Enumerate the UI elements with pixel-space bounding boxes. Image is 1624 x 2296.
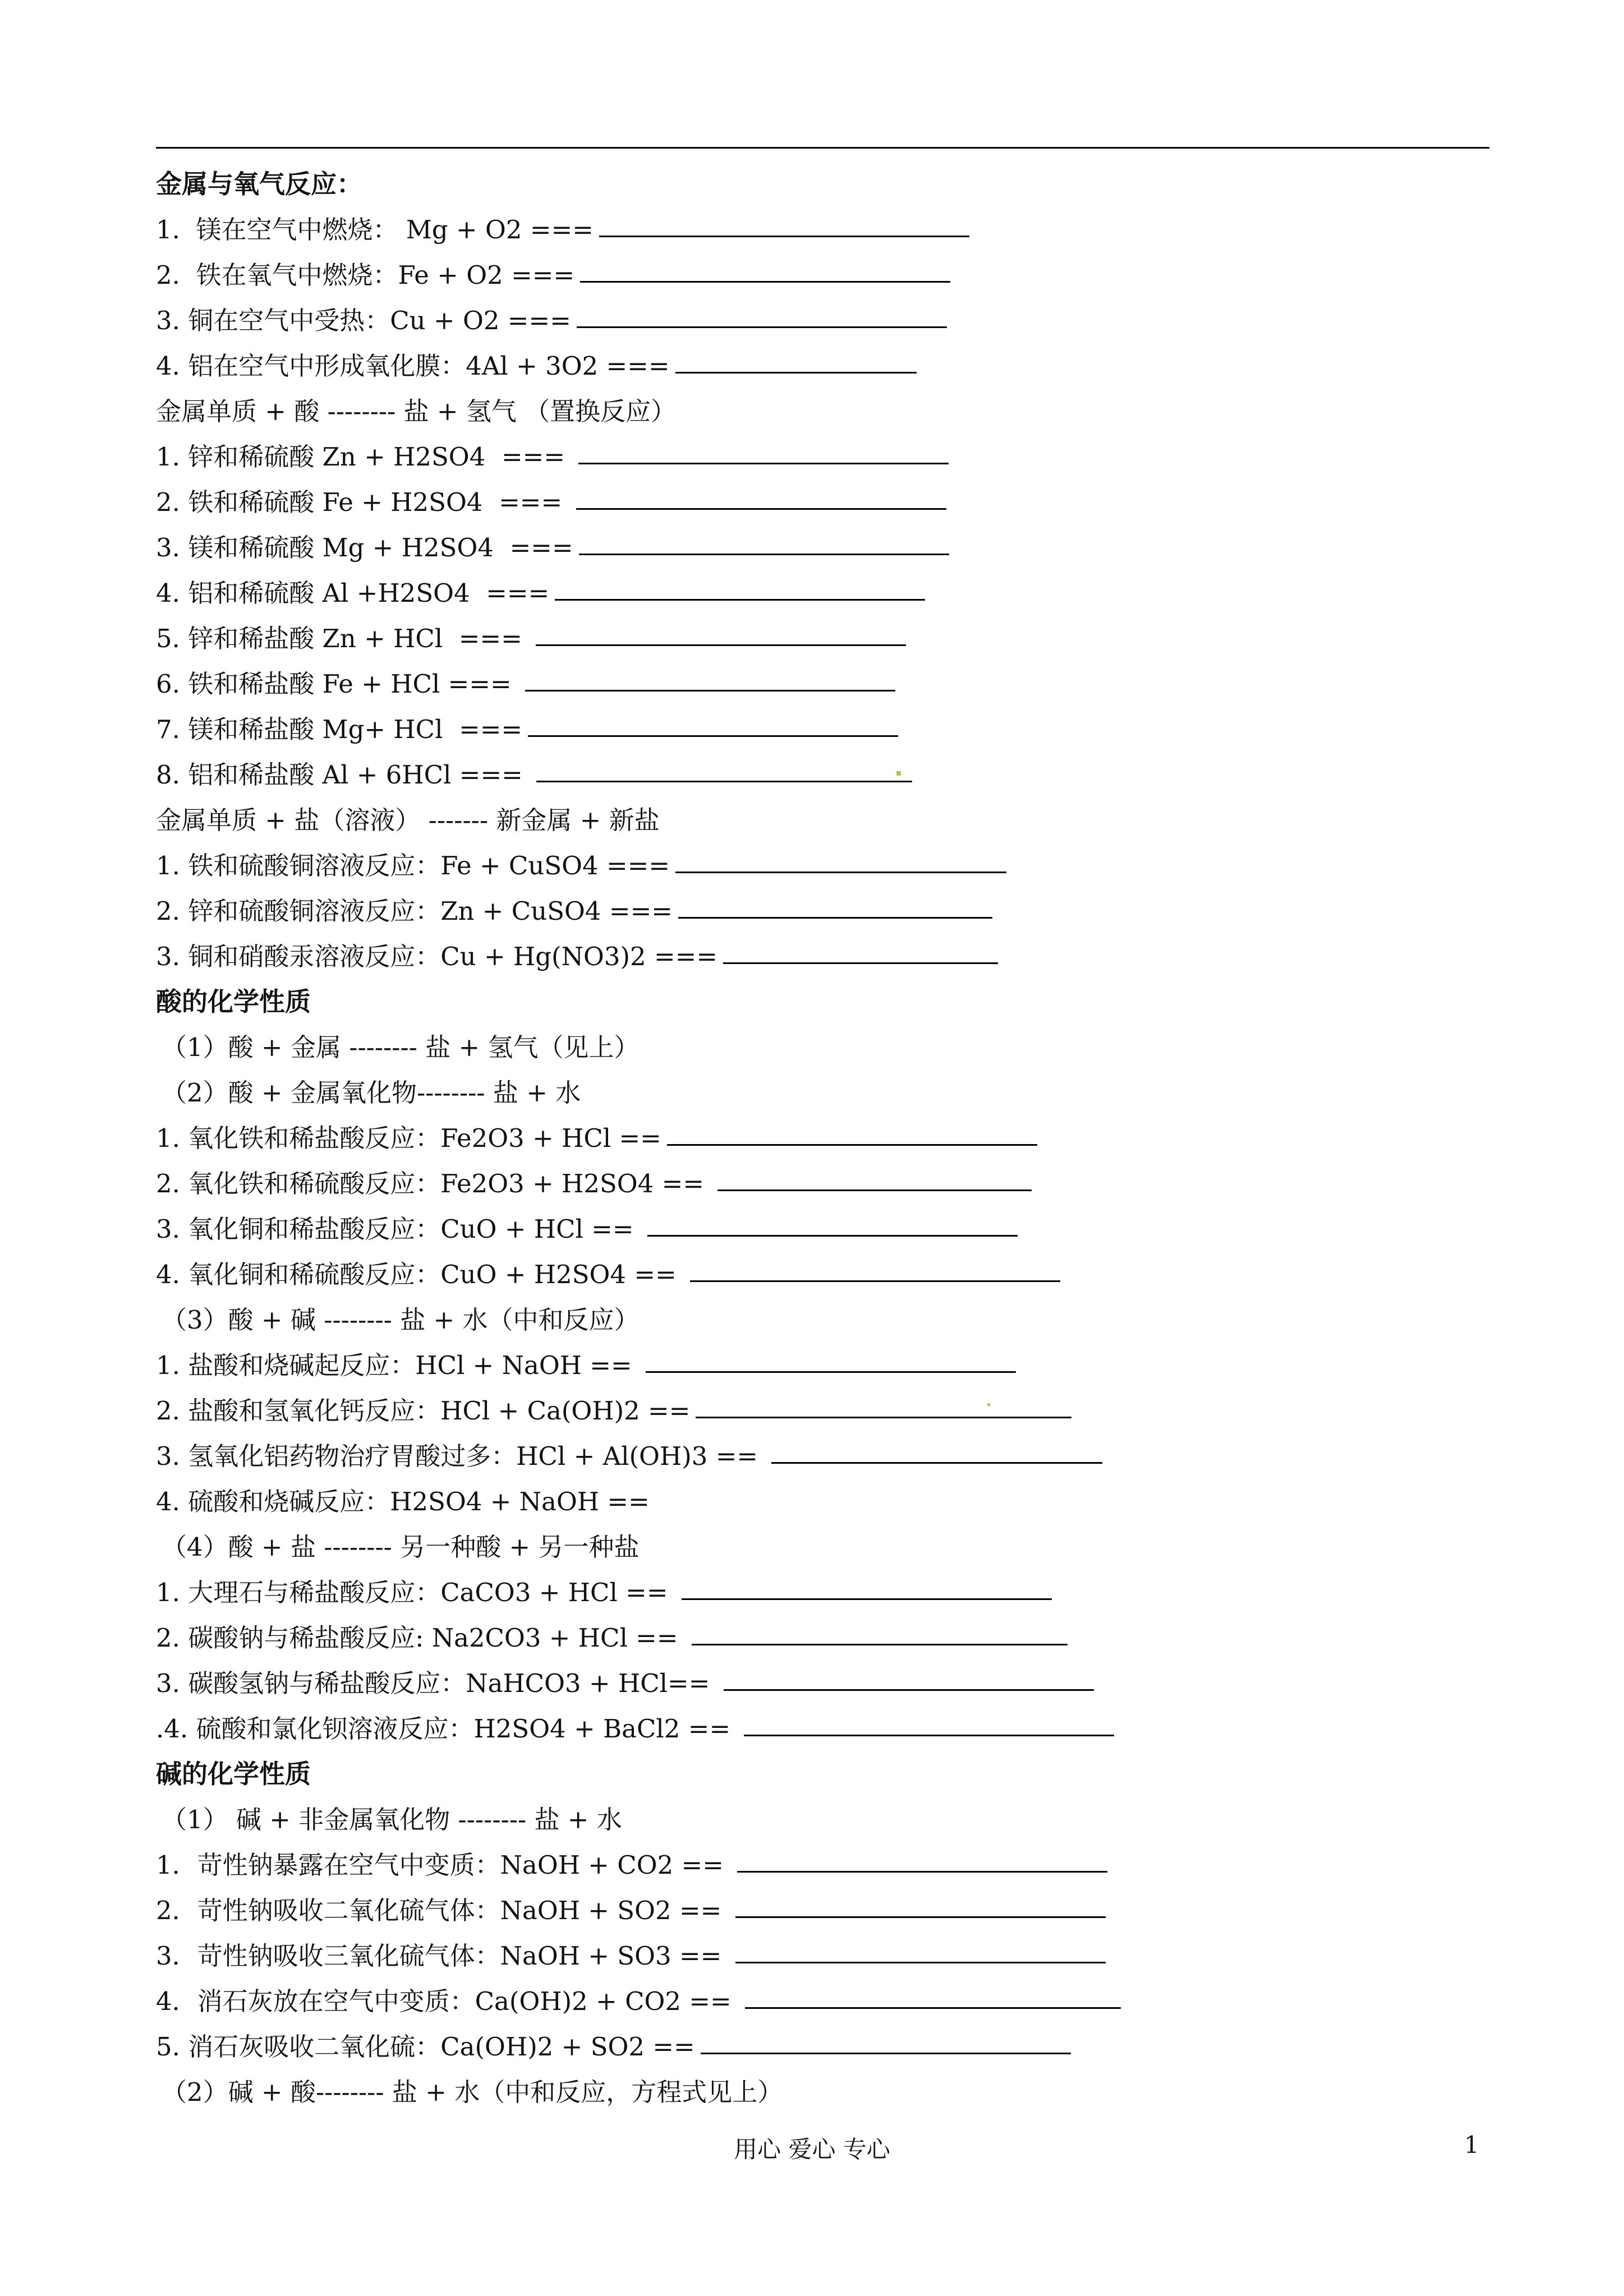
exercise-line	[156, 389, 1491, 434]
exercise-line	[156, 1252, 1491, 1297]
line-text: 1. 氧化铁和稀盐酸反应：Fe2O3 + HCl ==	[156, 1123, 661, 1153]
exercise-line	[156, 1615, 1491, 1661]
answer-blank[interactable]	[578, 463, 949, 464]
exercise-line	[156, 298, 1491, 343]
exercise-line	[156, 934, 1491, 979]
answer-blank[interactable]	[737, 1871, 1107, 1873]
subsection-line	[156, 1025, 1491, 1070]
line-text: 酸的化学性质	[156, 986, 311, 1017]
section-heading	[156, 1751, 1491, 1797]
answer-blank[interactable]	[701, 2053, 1071, 2054]
line-text: （1） 碱 + 非金属氧化物 -------- 盐 + 水	[162, 1805, 622, 1834]
line-text: 5. 消石灰吸收二氧化硫：Ca(OH)2 + SO2 ==	[156, 2032, 695, 2062]
answer-blank[interactable]	[744, 1735, 1114, 1736]
exercise-line	[156, 1479, 1491, 1524]
line-text: 2. 氧化铁和稀硫酸反应：Fe2O3 + H2SO4 ==	[156, 1169, 712, 1198]
answer-blank[interactable]	[579, 554, 949, 555]
line-text: 1. 镁在空气中燃烧： Mg + O2 ===	[156, 215, 594, 245]
answer-blank[interactable]	[690, 1280, 1060, 1282]
line-text: 金属与氧气反应：	[156, 169, 362, 199]
answer-blank[interactable]	[647, 1235, 1018, 1237]
exercise-line	[156, 1842, 1491, 1888]
line-text: 3. 氧化铜和稀盐酸反应：CuO + HCl ==	[156, 1214, 642, 1244]
line-text: .4. 硫酸和氯化钡溶液反应：H2SO4 + BaCl2 ==	[156, 1714, 739, 1744]
exercise-line	[156, 752, 1491, 797]
answer-blank[interactable]	[678, 917, 992, 919]
line-text: 8. 铝和稀盐酸 Al + 6HCl ===	[156, 760, 531, 790]
exercise-line	[156, 207, 1491, 252]
exercise-line	[156, 1161, 1491, 1206]
line-text: 6. 铁和稀盐酸 Fe + HCl ===	[156, 669, 520, 699]
exercise-line	[156, 616, 1491, 661]
answer-blank[interactable]	[555, 599, 925, 601]
exercise-line	[156, 252, 1491, 298]
answer-blank[interactable]	[580, 281, 950, 283]
exercise-line	[156, 1388, 1491, 1433]
line-text: 4. 氧化铜和稀硫酸反应：CuO + H2SO4 ==	[156, 1260, 685, 1289]
answer-blank[interactable]	[692, 1644, 1068, 1645]
answer-blank[interactable]	[771, 1462, 1102, 1464]
answer-blank[interactable]	[717, 1190, 1032, 1191]
answer-blank[interactable]	[525, 690, 895, 691]
answer-blank[interactable]	[577, 326, 947, 328]
exercise-line	[156, 1979, 1491, 2024]
answer-blank[interactable]	[576, 508, 946, 510]
line-text: 2. 碳酸钠与稀盐酸反应: Na2CO3 + HCl ==	[156, 1623, 686, 1653]
exercise-line	[156, 525, 1491, 570]
exercise-line	[156, 1570, 1491, 1615]
line-text: （1）酸 + 金属 -------- 盐 + 氢气（见上）	[162, 1032, 640, 1062]
exercise-line	[156, 1343, 1491, 1388]
line-text: 7. 镁和稀盐酸 Mg+ HCl ===	[156, 714, 523, 744]
exercise-line	[156, 1206, 1491, 1252]
line-text: 3. 氢氧化铝药物治疗胃酸过多：HCl + Al(OH)3 ==	[156, 1441, 766, 1471]
line-text: 金属单质 + 酸 -------- 盐 + 氢气 （置换反应）	[156, 397, 677, 426]
worksheet-body	[156, 162, 1491, 2115]
answer-blank[interactable]	[675, 872, 1006, 873]
answer-blank[interactable]	[667, 1144, 1037, 1146]
exercise-line	[156, 797, 1491, 843]
exercise-line	[156, 843, 1491, 888]
line-text: 碱的化学性质	[156, 1759, 311, 1789]
answer-blank[interactable]	[528, 735, 898, 737]
answer-blank[interactable]	[682, 1598, 1052, 1600]
page-number: 1	[1464, 2131, 1479, 2159]
exercise-line	[156, 888, 1491, 934]
footer-motto: 用心 爱心 专心	[734, 2136, 890, 2163]
line-text: （2）碱 + 酸-------- 盐 + 水（中和反应，方程式见上）	[162, 2077, 783, 2107]
line-text: 3. 镁和稀硫酸 Mg + H2SO4 ===	[156, 533, 573, 563]
answer-blank[interactable]	[536, 781, 912, 782]
scan-speck	[896, 771, 901, 776]
line-text: 3．苛性钠吸收三氧化硫气体：NaOH + SO3 ==	[156, 1941, 730, 1971]
line-text: 1. 大理石与稀盐酸反应：CaCO3 + HCl ==	[156, 1578, 676, 1607]
answer-blank[interactable]	[745, 2007, 1121, 2009]
line-text: 3. 铜在空气中受热：Cu + O2 ===	[156, 306, 571, 335]
line-text: 4. 铝在空气中形成氧化膜：4Al + 3O2 ===	[156, 351, 670, 381]
answer-blank[interactable]	[696, 1417, 1071, 1418]
line-text: 3. 铜和硝酸汞溶液反应：Cu + Hg(NO3)2 ===	[156, 942, 718, 971]
section-heading	[156, 979, 1491, 1025]
subsection-line	[156, 2069, 1491, 2115]
answer-blank[interactable]	[599, 236, 969, 237]
line-text: 1. 锌和稀硫酸 Zn + H2SO4 ===	[156, 442, 573, 472]
exercise-line	[156, 434, 1491, 480]
exercise-line	[156, 2024, 1491, 2069]
line-text: 2. 铁和稀硫酸 Fe + H2SO4 ===	[156, 487, 571, 517]
exercise-line	[156, 1933, 1491, 1979]
answer-blank[interactable]	[675, 372, 917, 374]
scan-speck	[987, 1403, 990, 1406]
answer-blank[interactable]	[735, 1916, 1106, 1918]
line-text: 1．苛性钠暴露在空气中变质：NaOH + CO2 ==	[156, 1850, 732, 1880]
line-text: 4. 硫酸和烧碱反应：H2SO4 + NaOH ==	[156, 1487, 650, 1516]
exercise-line	[156, 1433, 1491, 1479]
line-text: 2. 盐酸和氢氧化钙反应：HCl + Ca(OH)2 ==	[156, 1396, 691, 1426]
exercise-line	[156, 1661, 1491, 1706]
line-text: 2. 铁在氧气中燃烧：Fe + O2 ===	[156, 260, 575, 290]
exercise-line	[156, 1888, 1491, 1933]
exercise-line	[156, 661, 1491, 707]
line-text: 1. 铁和硫酸铜溶液反应：Fe + CuSO4 ===	[156, 851, 670, 880]
subsection-line	[156, 1297, 1491, 1343]
section-heading	[156, 162, 1491, 207]
line-text: （3）酸 + 碱 -------- 盐 + 水（中和反应）	[162, 1305, 640, 1335]
line-text: 3. 碳酸氢钠与稀盐酸反应：NaHCO3 + HCl==	[156, 1668, 718, 1698]
line-text: （2）酸 + 金属氧化物-------- 盐 + 水	[162, 1078, 581, 1108]
line-text: 4．消石灰放在空气中变质：Ca(OH)2 + CO2 ==	[156, 1986, 740, 2016]
exercise-line	[156, 1115, 1491, 1161]
answer-blank[interactable]	[735, 1962, 1106, 1963]
answer-blank[interactable]	[723, 962, 998, 964]
answer-blank[interactable]	[724, 1689, 1094, 1691]
subsection-line	[156, 1070, 1491, 1115]
answer-blank[interactable]	[646, 1371, 1016, 1373]
line-text: 4. 铝和稀硫酸 Al +H2SO4 ===	[156, 578, 550, 608]
line-text: 2．苛性钠吸收二氧化硫气体：NaOH + SO2 ==	[156, 1896, 730, 1925]
line-text: （4）酸 + 盐 -------- 另一种酸 + 另一种盐	[162, 1532, 640, 1562]
line-text: 金属单质 + 盐（溶液） ------- 新金属 + 新盐	[156, 805, 660, 835]
line-text: 5. 锌和稀盐酸 Zn + HCl ===	[156, 624, 531, 653]
header-rule	[156, 147, 1489, 149]
exercise-line	[156, 707, 1491, 752]
exercise-line	[156, 480, 1491, 525]
answer-blank[interactable]	[536, 644, 906, 646]
subsection-line	[156, 1797, 1491, 1842]
line-text: 2. 锌和硫酸铜溶液反应：Zn + CuSO4 ===	[156, 896, 673, 926]
subsection-line	[156, 1524, 1491, 1570]
exercise-line	[156, 1706, 1491, 1751]
line-text: 1. 盐酸和烧碱起反应：HCl + NaOH ==	[156, 1350, 640, 1380]
exercise-line	[156, 343, 1491, 389]
exercise-line	[156, 570, 1491, 616]
